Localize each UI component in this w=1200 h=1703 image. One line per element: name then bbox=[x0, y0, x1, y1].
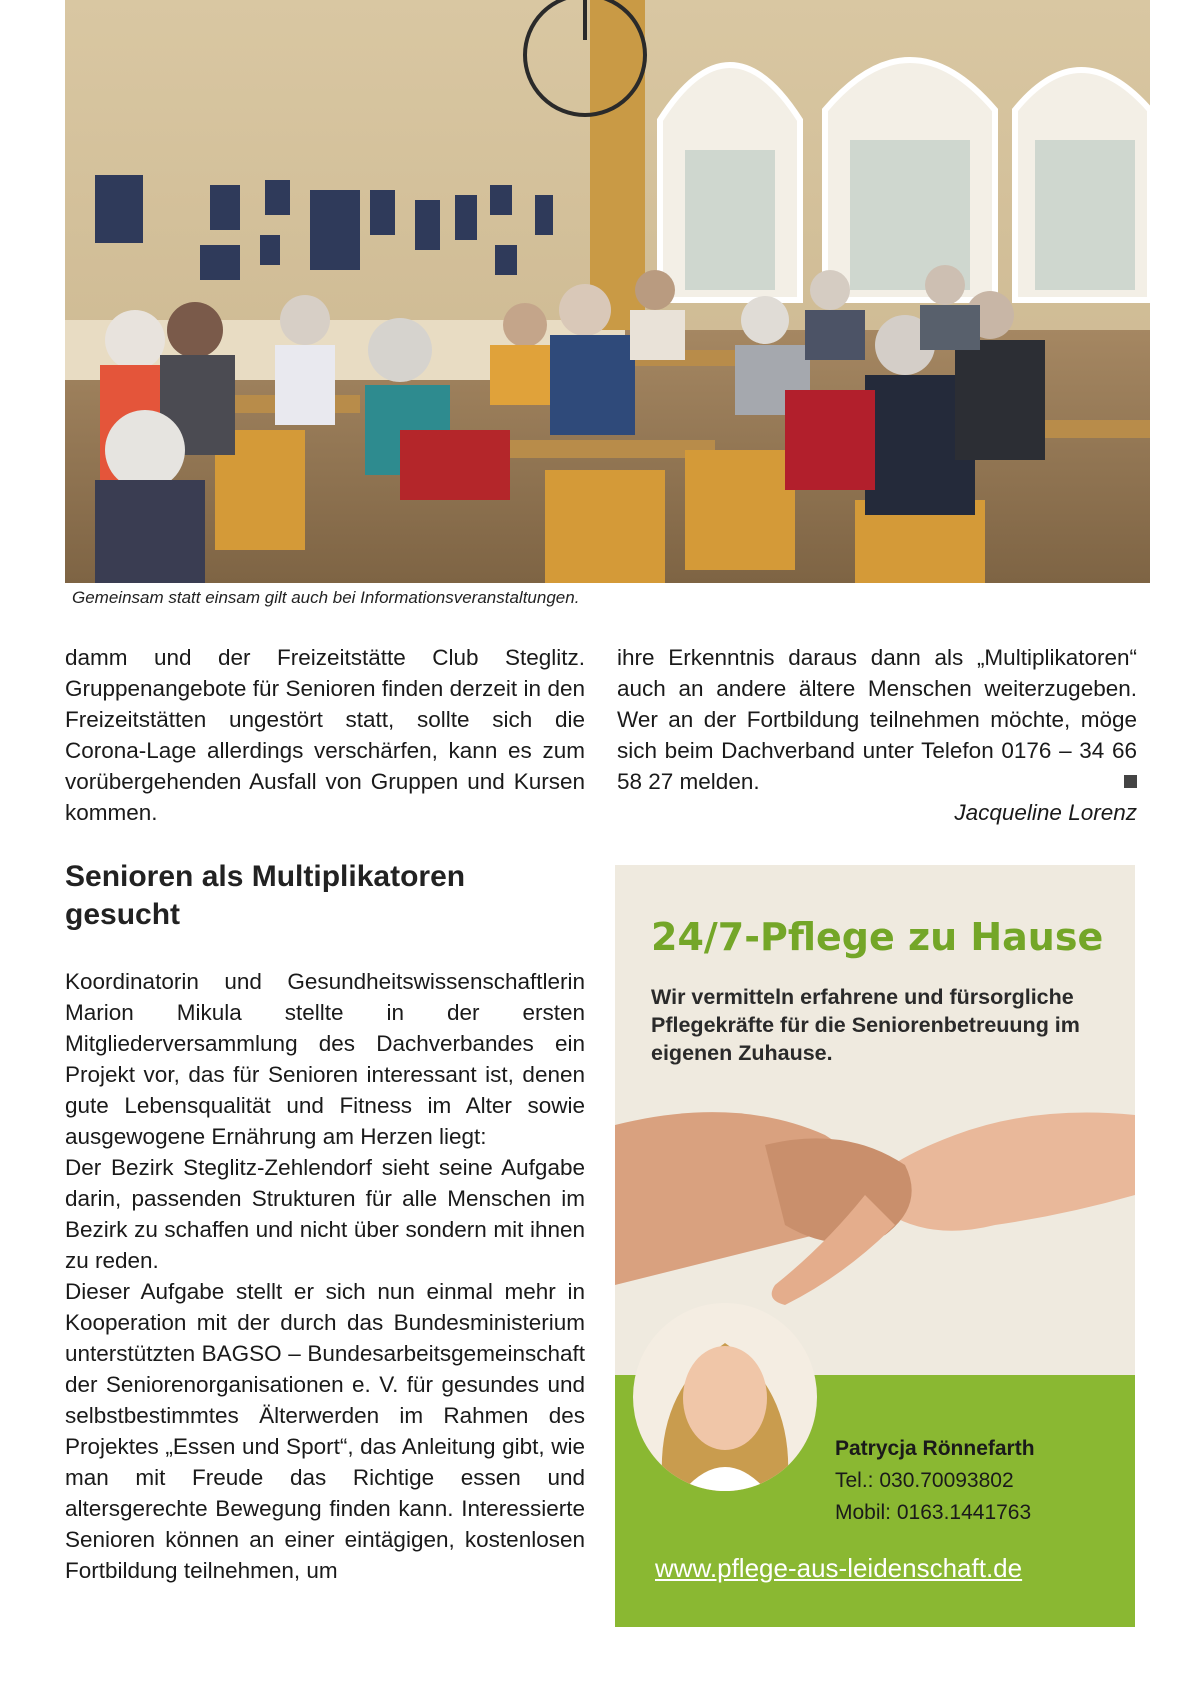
contact-portrait bbox=[633, 1303, 817, 1491]
contact-mobile: Mobil: 0163.1441763 bbox=[835, 1501, 1032, 1524]
contact-phone: Tel.: 030.70093802 bbox=[835, 1469, 1014, 1492]
closing-paragraph: ihre Erkenntnis daraus dann als „Multiplikatoren“ auch an andere ältere Menschen weiterzugeben. Wer an der Fortbildung teilnehmen möchte, möge sich beim Dachverband unter Telefon 0176 – 34 66 58 27 melden. bbox=[617, 645, 1137, 794]
contact-name: Patrycja Rönnefarth bbox=[835, 1437, 1035, 1460]
ad-subtitle: Wir vermitteln erfahrene und fürsorgliche Pflegekräfte für die Seniorenbetreuung im eigenen Zuhause. bbox=[651, 985, 1080, 1065]
section-heading: Senioren als Multiplikatoren gesucht bbox=[65, 860, 466, 931]
article-body bbox=[65, 966, 585, 1586]
photo-caption: Gemeinsam statt einsam gilt auch bei Informationsveranstaltungen. bbox=[72, 588, 580, 607]
ad-website-link[interactable]: www.pflege-aus-leidenschaft.de bbox=[655, 1553, 1023, 1583]
intro-paragraph: damm und der Freizeitstätte Club Steglitz. Gruppenangebote für Senioren finden derzeit in den Freizeitstätten ungestört statt, sollte sich die Corona-Lage allerdings verschärfen, kann es zum vorübergehenden Ausfall von Gruppen und Kursen kommen. bbox=[65, 645, 585, 825]
care-advertisement bbox=[615, 865, 1135, 1627]
ad-title: 24/7-Pflege zu Hause bbox=[651, 915, 1104, 959]
ad-contact-info bbox=[835, 1433, 1035, 1529]
body-paragraph-2: Der Bezirk Steglitz-Zehlendorf sieht seine Aufgabe darin, passenden Strukturen für alle Menschen im Bezirk zu schaffen und nicht über sondern mit ihnen zu reden. bbox=[65, 1155, 585, 1273]
author-name: Jacqueline Lorenz bbox=[954, 800, 1137, 825]
article-left-intro bbox=[65, 642, 585, 828]
article-right-intro bbox=[617, 642, 1137, 828]
body-paragraph-1: Koordinatorin und Gesundheitswissenschaftlerin Marion Mikula stellte in der ersten Mitgliederversammlung des Dachverbandes ein Projekt vor, das für Senioren interessant ist, denen gute Lebensqualität und Fitness im Alter sowie ausgewogene Ernährung am Herzen liegt: bbox=[65, 969, 585, 1149]
body-paragraph-3: Dieser Aufgabe stellt er sich nun einmal mehr in Kooperation mit der durch das Bundesministerium unterstützten BAGSO – Bundesarbeitsgemeinschaft der Seniorenorganisationen e. V. für gesundes und selbstbestimmtes Älterwerden im Rahmen des Projektes „Essen und Sport“, das Anleitung gibt, wie man mit Freude das Richtige essen und altersgerechte Bewegung finden kann. Interessierte Senioren können an einer eintägigen, kostenlosen Fortbildung teilnehmen, um bbox=[65, 1279, 585, 1583]
end-square-icon bbox=[1124, 775, 1137, 788]
event-photo bbox=[65, 0, 1150, 583]
